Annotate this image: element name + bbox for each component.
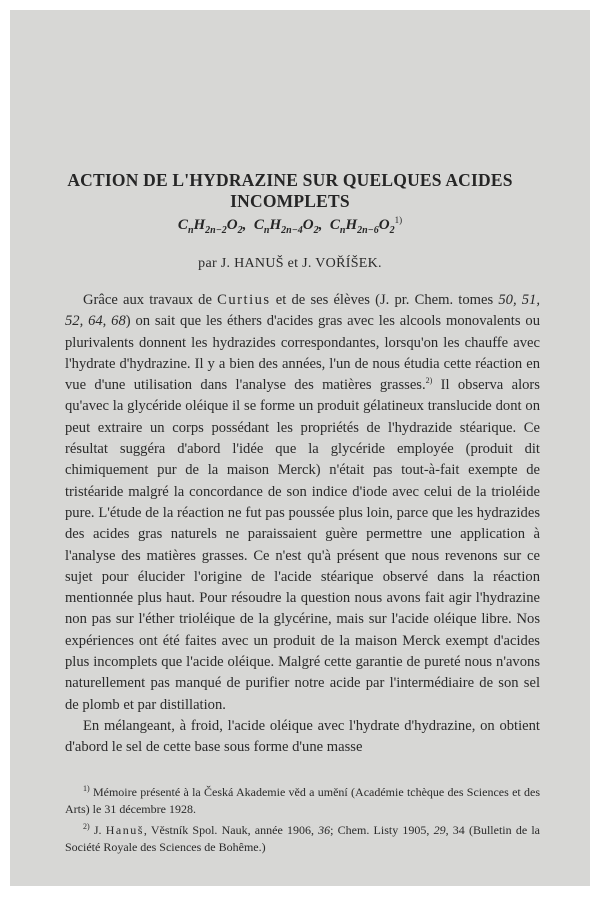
author-name-curtius: Curtius	[217, 292, 271, 308]
author-1: J. HANUŠ	[220, 256, 284, 271]
paragraph-1: Grâce aux travaux de Curtius et de ses élèves (J. pr. Chem. tomes 50, 51, 52, 64, 68) on sait que les éthers d'acides gras avec les alcools monovalents ou plurivalents donnent les hydrazides correspondantes, lorsqu'on les chauffe avec l'hydrate d'hydrazine. Il y a bien des années, l'un de nous étudia cette réaction en vue d'une utilisation dans l'analyse des matières grasses.$^{2)}$ Il observa alors qu'avec la glycéride oléique il se forme un produit gélatineux translucide dont on peut extraire un corps possédant les propriétés de l'hydrazide stéarique. Ce résultat suggéra d'abord l'idée que la glycéride employée (produit dit chimiquement pur de la maison Merck) n'était pas tout-à-fait exempte de tristéaride malgré la concordance de son indice d'iode avec celui de la trioléide pure. L'étude de la réaction ne fut pas poussée plus loin, parce que les hydrazides des acides gras naturels ne paraissaient guère permettre une application à l'analyse des matières grasses. Ce n'est qu'à présent que nous revenons sur ce sujet pour élucider l'origine de l'acide stéarique observé dans la réaction mentionnée plus haut. Pour résoudre la question nous avons fait agir l'hydrazine non pas sur l'éther trioléique de la glycérine, mais sur l'acide oléique libre. Nos expériences ont été faites avec un produit de la maison Merck exempt d'acides plus incomplets que l'acide oléique. Malgré cette garantie de pureté nous n'avons naturellement pas manqué de purifier notre acide par l'intermédiaire de son sel de plomb et par distillation.	[65, 292, 541, 713]
footnote-ref-1: 1)	[394, 215, 403, 225]
footnote-2: $^{2)}$ J. Hanuš, Věstník Spol. Nauk, année 1906, 36; Chem. Listy 1905, 29, 34 (Bulletin de la Société Royale des Sciences de Bohême.)	[65, 822, 541, 854]
authors-line: par J. HANUŠ et J. VOŘÍŠEK.	[198, 256, 382, 271]
title-line-2: INCOMPLETS	[230, 191, 350, 211]
article-body	[65, 290, 540, 759]
footnote-1: $^{1)}$ Mémoire présenté à la Česká Akademie věd a umění (Académie tchèque des Sciences et des Arts) le 31 décembre 1928.	[65, 784, 540, 816]
formula-1: $C_nH_{2n-2}O_2$	[177, 217, 243, 236]
formula-line: $C_nH_{2n-2}O_2$, $C_nH_{2n-4}O_2$, $C_nH_{2n-6}O_2^{1)}$	[177, 215, 403, 236]
author-2: J. VOŘÍŠEK.	[302, 256, 382, 271]
formula-2: $C_nH_{2n-4}O_2$	[253, 217, 319, 236]
journal-volumes: 50, 51, 52, 64, 68	[65, 292, 541, 330]
footnote-ref-2: 2)	[425, 376, 433, 386]
footnotes	[65, 784, 540, 860]
article-title	[40, 170, 540, 212]
paragraph-2: En mélangeant, à froid, l'acide oléique avec l'hydrate d'hydrazine, on obtient d'abord le sel de cette base sous forme d'une masse	[65, 717, 540, 756]
formula-3: $C_nH_{2n-6}O_2$	[329, 217, 395, 236]
title-line-1: ACTION DE L'HYDRAZINE SUR QUELQUES ACIDES	[67, 170, 513, 190]
